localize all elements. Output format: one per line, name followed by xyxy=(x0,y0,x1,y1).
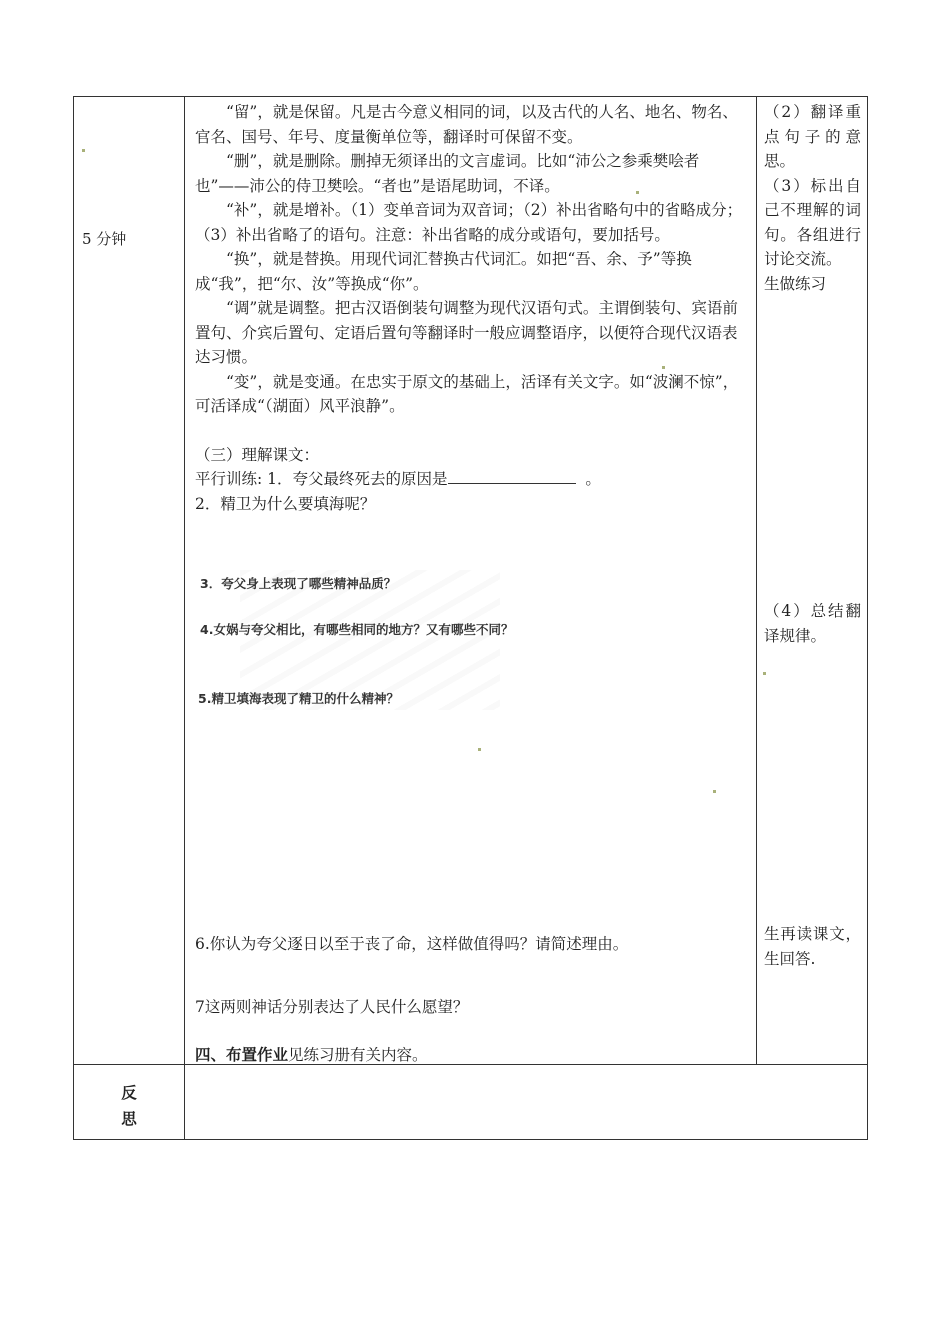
method-adapt: “变”，就是变通。在忠实于原文的基础上，活译有关文字。如“波澜不惊”，可活译成“（湖面）风平浪静”。 xyxy=(195,372,739,415)
question-5: 5.精卫填海表现了精卫的什么精神？ xyxy=(198,691,399,706)
method-adjust: “调”就是调整。把古汉语倒装句调整为现代汉语句式。主谓倒装句、宾语前置句、介宾后置句、定语后置句等翻译时一般应调整语序，以便符合现代汉语表达习惯。 xyxy=(195,299,738,366)
activity-reread: 生再读课文，生回答. xyxy=(764,925,861,968)
student-activity-1 xyxy=(764,100,861,296)
method-delete: “删”，就是删除。删掉无须译出的文言虚词。比如“沛公之参乘樊哙者也”——沛公的侍卫樊哙。“者也”是语尾助词，不译。 xyxy=(195,152,700,195)
homework-text: 见练习册有关内容。 xyxy=(288,1046,428,1064)
reflection-cell[interactable] xyxy=(186,1066,866,1138)
reflection-char-2: 思 xyxy=(121,1109,137,1128)
speck xyxy=(636,191,639,194)
question-1 xyxy=(195,467,750,492)
reflection-char-1: 反 xyxy=(121,1083,137,1102)
col-divider-1 xyxy=(184,96,185,1140)
col-divider-2 xyxy=(756,96,757,1064)
homework-heading: 四、布置作业 xyxy=(195,1045,289,1064)
answer-blank[interactable] xyxy=(448,467,576,484)
question-6: 6.你认为夸父逐日以至于丧了命，这样做值得吗？请简述理由。 xyxy=(195,935,629,953)
question-1-end: 。 xyxy=(585,470,601,488)
speck xyxy=(662,366,665,369)
speck xyxy=(82,149,85,152)
time-label: 5 分钟 xyxy=(82,230,127,248)
method-keep: “留”，就是保留。凡是古今意义相同的词，以及古代的人名、地名、物名、官名、国号、年号、度量衡单位等，翻译时可保留不变。 xyxy=(195,103,738,146)
homework xyxy=(195,1043,428,1065)
speck xyxy=(763,672,766,675)
question-4: 4.女娲与夸父相比，有哪些相同的地方？又有哪些不同？ xyxy=(200,622,514,637)
translation-methods xyxy=(195,100,750,516)
reflection-label xyxy=(119,1080,139,1132)
question-2: 2．精卫为什么要填海呢？ xyxy=(195,494,376,513)
activity-mark: （3）标出自己不理解的词句。各组进行讨论交流。 xyxy=(764,176,861,268)
activity-summarize: （4）总结翻译规律。 xyxy=(764,602,861,645)
activity-translate: （2）翻译重点句子的意思。 xyxy=(764,103,861,170)
section3-title: （三）理解课文： xyxy=(195,445,320,464)
row-divider xyxy=(73,1064,868,1065)
question-7: 7这两则神话分别表达了人民什么愿望？ xyxy=(195,998,469,1016)
method-supplement: “补”，就是增补。（1）变单音词为双音词；（2）补出省略句中的省略成分；（3）补出省略了的语句。注意：补出省略的成分或语句，要加括号。 xyxy=(195,201,743,244)
method-replace: “换”，就是替换。用现代词汇替换古代词汇。如把“吾、余、予”等换成“我”，把“尔、汝”等换成“你”。 xyxy=(195,250,692,293)
question-1-text: 平行训练: 1．夸父最终死去的原因是 xyxy=(195,470,448,488)
question-3: 3．夸父身上表现了哪些精神品质？ xyxy=(200,576,397,591)
speck xyxy=(713,790,716,793)
speck xyxy=(478,748,481,751)
activity-practice: 生做练习 xyxy=(764,274,827,293)
